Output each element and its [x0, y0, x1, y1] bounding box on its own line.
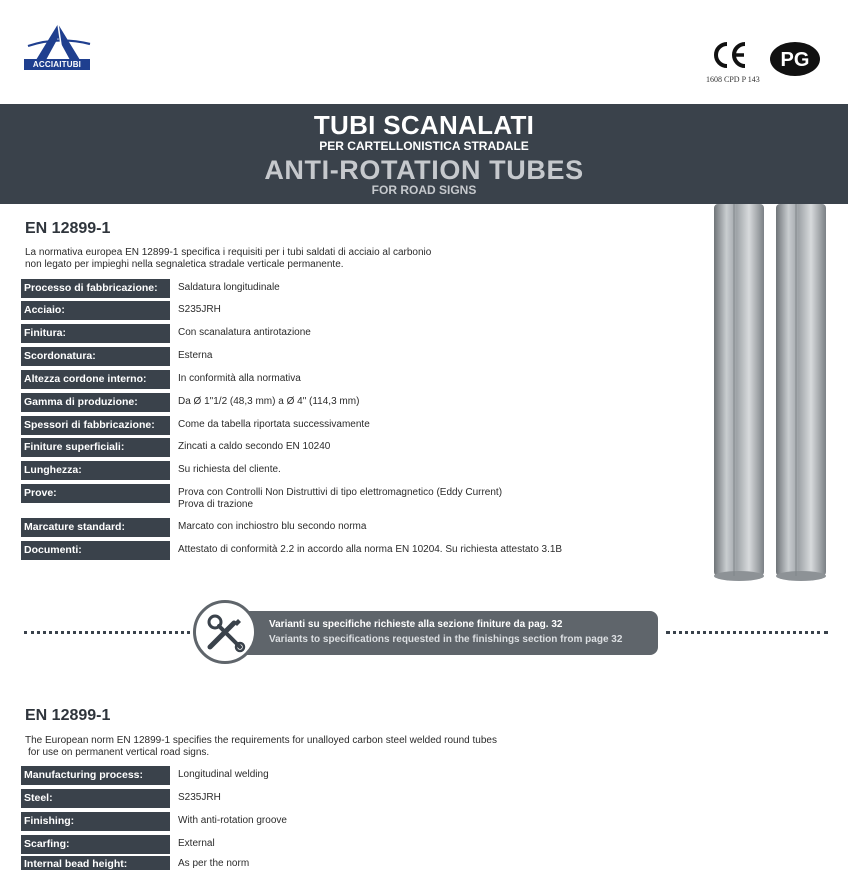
ce-mark-icon [712, 40, 748, 70]
spec-value: External [178, 838, 215, 849]
spec-value: As per the norm [178, 858, 250, 869]
spec-label: Finiture superficiali: [21, 438, 170, 457]
subtitle-italian: PER CARTELLONISTICA STRADALE [319, 139, 529, 153]
spec-value: Saldatura longitudinale [178, 282, 280, 293]
spec-value: With anti-rotation groove [178, 815, 287, 826]
spec-label: Finishing: [21, 812, 170, 831]
spec-value [178, 487, 678, 511]
spec-label: Prove: [21, 484, 170, 503]
logo-wordmark: ACCIAITUBI [24, 59, 90, 70]
pg-certification-icon [768, 40, 822, 78]
spec-label: Lunghezza: [21, 461, 170, 480]
spec-label: Gamma di produzione: [21, 393, 170, 412]
section-heading-english: EN 12899-1 [25, 707, 111, 724]
spec-label: Manufacturing process: [21, 766, 170, 785]
svg-text:PG: PG [780, 49, 810, 71]
variants-note [206, 611, 658, 655]
spec-label: Finitura: [21, 324, 170, 343]
spec-value: Marcato con inchiostro blu secondo norma [178, 521, 367, 532]
spec-value: Come da tabella riportata successivamente [178, 419, 370, 430]
spec-label: Acciaio: [21, 301, 170, 320]
spec-value: Da Ø 1"1/2 (48,3 mm) a Ø 4" (114,3 mm) [178, 396, 360, 407]
spec-label: Scarfing: [21, 835, 170, 854]
tools-icon [193, 600, 257, 664]
spec-label: Internal bead height: [21, 856, 170, 870]
ce-certificate-code: 1608 CPD P 143 [706, 75, 760, 84]
intro-italian-line1: La normativa europea EN 12899-1 specifica i requisiti per i tubi saldati di acciaio al carbonio [25, 247, 432, 258]
spec-value: Longitudinal welding [178, 769, 269, 780]
spec-value: Su richiesta del cliente. [178, 464, 281, 475]
spec-label: Altezza cordone interno: [21, 370, 170, 389]
intro-english-line2: for use on permanent vertical road signs. [28, 747, 210, 758]
spec-label: Processo di fabbricazione: [21, 279, 170, 298]
spec-value: S235JRH [178, 792, 221, 803]
dotted-divider-left [24, 631, 190, 634]
intro-italian-line2: non legato per impieghi nella segnaletica stradale verticale permanente. [25, 259, 344, 270]
spec-value-line: Prova di trazione [178, 499, 254, 510]
spec-value-line: Prova con Controlli Non Distruttivi di tipo elettromagnetico (Eddy Current) [178, 487, 503, 498]
subtitle-english: FOR ROAD SIGNS [371, 183, 477, 197]
spec-value: In conformità alla normativa [178, 373, 301, 384]
spec-value: Esterna [178, 350, 213, 361]
title-band [0, 104, 848, 204]
spec-value: S235JRH [178, 304, 221, 315]
spec-value: Zincati a caldo secondo EN 10240 [178, 441, 331, 452]
spec-label: Steel: [21, 789, 170, 808]
spec-value: Con scanalatura antirotazione [178, 327, 311, 338]
intro-italian [25, 247, 585, 271]
spec-label: Scordonatura: [21, 347, 170, 366]
dotted-divider-right [666, 631, 828, 634]
spec-label: Documenti: [21, 541, 170, 560]
variants-note-italian: Varianti su specifiche richieste alla sezione finiture da pag. 32 [269, 619, 563, 630]
variants-note-english: Variants to specifications requested in the finishings section from page 32 [269, 634, 623, 645]
title-english: ANTI-ROTATION TUBES [264, 155, 584, 185]
section-heading-italian: EN 12899-1 [25, 220, 111, 237]
title-italian: TUBI SCANALATI [313, 110, 535, 140]
intro-english [25, 735, 585, 759]
tubes-photo [706, 204, 836, 582]
spec-label: Spessori di fabbricazione: [21, 416, 170, 435]
spec-value: Attestato di conformità 2.2 in accordo alla norma EN 10204. Su richiesta attestato 3.1B [178, 544, 563, 555]
spec-label: Marcature standard: [21, 518, 170, 537]
intro-english-line1: The European norm EN 12899-1 specifies the requirements for unalloyed carbon steel welded round tubes [25, 735, 497, 746]
